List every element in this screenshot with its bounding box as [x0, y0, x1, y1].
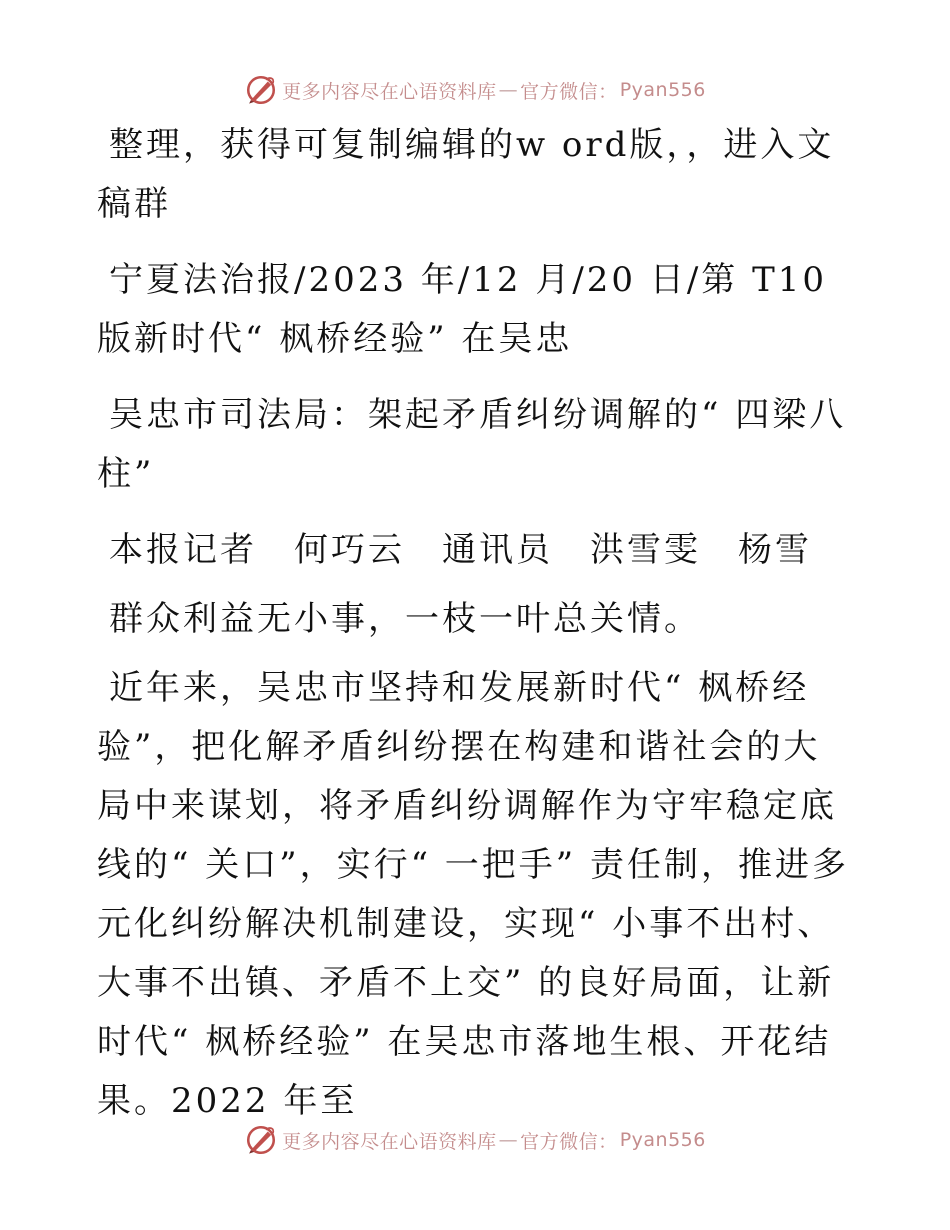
watermark-text: 更多内容尽在心语资料库 — [282, 1130, 497, 1153]
watermark-separator: — — [498, 1129, 519, 1151]
document-body — [97, 116, 857, 1148]
paragraph-body: 近年来，吴忠市坚持和发展新时代“ 枫桥经验”，把化解矛盾纠纷摆在构建和谐社会的大局中来谋划，将矛盾纠纷调解作为守牢稳定底线的“ 关口”，实行“ 一把手” 责任制，推进多元化纠纷解决机制建设，实现“ 小事不出村、大事不出镇、矛盾不上交” 的良好局面，让新时代“ 枫桥经验” 在吴忠市落地生根、开花结果。2022 年至 — [97, 668, 849, 1121]
watermark-label: 官方微信： — [520, 80, 618, 103]
paragraph-headline: 吴忠市司法局：架起矛盾纠纷调解的“ 四梁八柱” — [97, 395, 847, 494]
watermark-footer — [0, 1120, 950, 1160]
watermark-text: 更多内容尽在心语资料库 — [282, 80, 497, 103]
watermark-id: Pyan556 — [619, 79, 706, 101]
watermark-label: 官方微信： — [520, 1130, 618, 1153]
paragraph-intro: 整理，获得可复制编辑的w ord版，，进入文稿群 — [97, 125, 835, 224]
pen-logo-icon — [244, 1123, 278, 1157]
paragraph-lead: 群众利益无小事，一枝一叶总关情。 — [109, 599, 701, 639]
watermark-id: Pyan556 — [619, 1129, 706, 1151]
pen-logo-icon — [244, 73, 278, 107]
paragraph-byline: 本报记者 何巧云 通讯员 洪雪雯 杨雪 — [109, 530, 812, 570]
watermark-separator: — — [498, 79, 519, 101]
paragraph-source: 宁夏法治报/2023 年/12 月/20 日/第 T10 版新时代“ 枫桥经验” 在吴忠 — [97, 260, 828, 359]
watermark-header — [0, 70, 950, 110]
